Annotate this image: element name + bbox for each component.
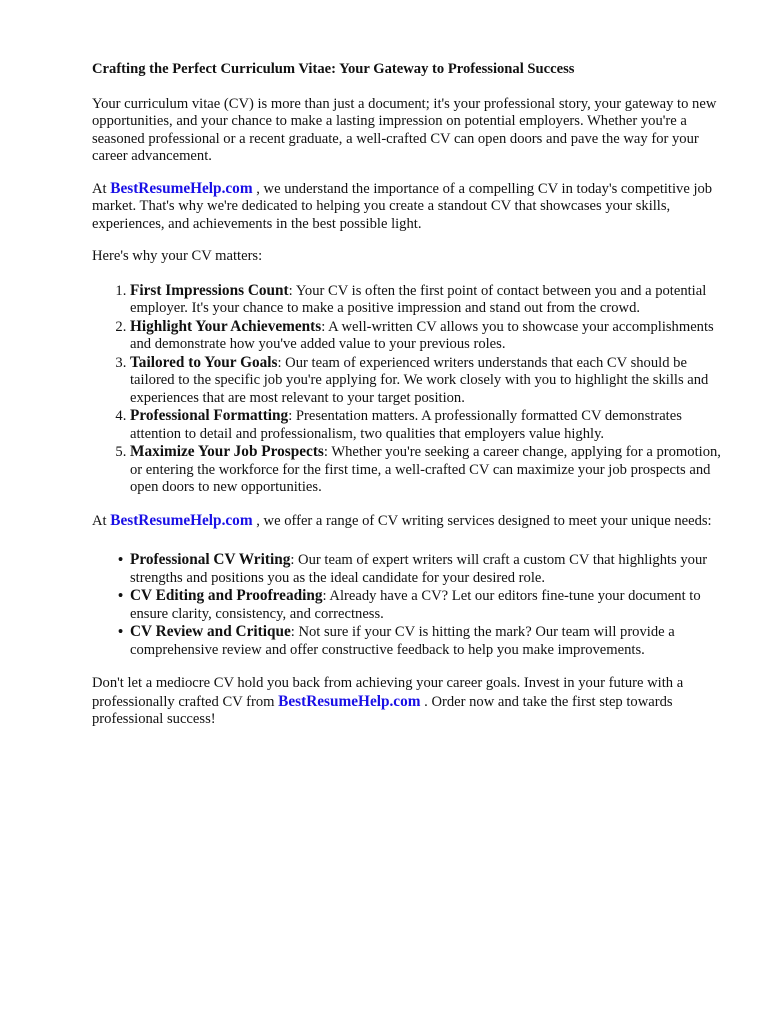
brand-prefix: At bbox=[92, 180, 107, 197]
bullet-icon: • bbox=[118, 552, 124, 568]
reason-term: Highlight Your Achievements bbox=[130, 317, 322, 335]
closing-after-text: . Order now and take the first step towards professional success! bbox=[92, 693, 673, 727]
reasons-list bbox=[92, 282, 728, 497]
brand-link[interactable]: BestResumeHelp.com bbox=[110, 179, 253, 197]
service-term: CV Editing and Proofreading bbox=[130, 587, 323, 604]
bullet-icon: • bbox=[118, 588, 124, 604]
list-item bbox=[130, 443, 728, 497]
services-intro-paragraph bbox=[92, 512, 728, 531]
services-intro-text: , we offer a range of CV writing services designed to meet your unique needs: bbox=[252, 512, 712, 529]
reason-text: : A well-written CV allows you to showcase your accomplishments and demonstrate how you've added value to your previous roles. bbox=[130, 318, 714, 352]
reason-text: : Your CV is often the first point of contact between you and a potential employer. It's your chance to make a positive impression and stand out from the crowd. bbox=[130, 282, 707, 316]
reason-term: Maximize Your Job Prospects bbox=[130, 443, 324, 460]
service-text: : Already have a CV? Let our editors fine-tune your document to ensure clarity, consistency, and correctness. bbox=[130, 588, 701, 622]
service-term: CV Review and Critique bbox=[130, 623, 291, 640]
list-item bbox=[118, 587, 728, 623]
reason-term: Professional Formatting bbox=[130, 407, 289, 424]
document-body bbox=[92, 61, 728, 744]
why-heading: Here's why your CV matters: bbox=[92, 248, 263, 264]
brand-link[interactable]: BestResumeHelp.com bbox=[110, 511, 253, 529]
document-title: Crafting the Perfect Curriculum Vitae: Your Gateway to Professional Success bbox=[92, 61, 575, 77]
reason-term: First Impressions Count bbox=[130, 281, 289, 299]
list-item bbox=[130, 282, 728, 318]
list-item bbox=[130, 318, 728, 354]
service-term: Professional CV Writing bbox=[130, 551, 291, 568]
service-text: : Our team of expert writers will craft a custom CV that highlights your strengths and positions you as the ideal candidate for your desired role. bbox=[130, 552, 708, 586]
list-item bbox=[118, 623, 728, 659]
intro-paragraph: Your curriculum vitae (CV) is more than just a document; it's your professional story, your gateway to new opportunities, and your chance to make a lasting impression on potential employers. Whether you're a seasoned professional or a recent graduate, a well-crafted CV can open doors and pave the way for your career advancement. bbox=[92, 95, 717, 164]
closing-paragraph bbox=[92, 675, 728, 729]
reason-text: : Whether you're seeking a career change, applying for a promotion, or entering the workforce for the first time, a well-crafted CV can maximize your job prospects and open doors to new opportunities. bbox=[130, 444, 721, 495]
about-paragraph bbox=[92, 180, 728, 234]
list-item bbox=[118, 551, 728, 587]
bullet-icon: • bbox=[118, 624, 124, 640]
service-text: : Not sure if your CV is hitting the mark? Our team will provide a comprehensive review and offer constructive feedback to help you make improvements. bbox=[130, 624, 675, 658]
reason-term: Tailored to Your Goals bbox=[130, 353, 278, 371]
reason-text: : Our team of experienced writers understands that each CV should be tailored to the specific job you're applying for. We work closely with you to highlight the skills and experiences that are most relevant to your target position. bbox=[130, 354, 709, 406]
closing-before-text: Don't let a mediocre CV hold you back from achieving your career goals. Invest in your future with a professionally crafted CV from bbox=[92, 675, 684, 710]
list-item bbox=[130, 407, 728, 443]
brand-prefix: At bbox=[92, 512, 107, 529]
about-text: , we understand the importance of a compelling CV in today's competitive job market. That's why we're dedicated to helping you create a standout CV that showcases your skills, experiences, and achievements in the best possible light. bbox=[92, 180, 713, 232]
brand-link[interactable]: BestResumeHelp.com bbox=[278, 692, 421, 710]
reason-text: : Presentation matters. A professionally formatted CV demonstrates attention to detail and professionalism, two qualities that employers value highly. bbox=[130, 408, 682, 442]
list-item bbox=[130, 354, 728, 408]
services-list bbox=[92, 551, 728, 659]
